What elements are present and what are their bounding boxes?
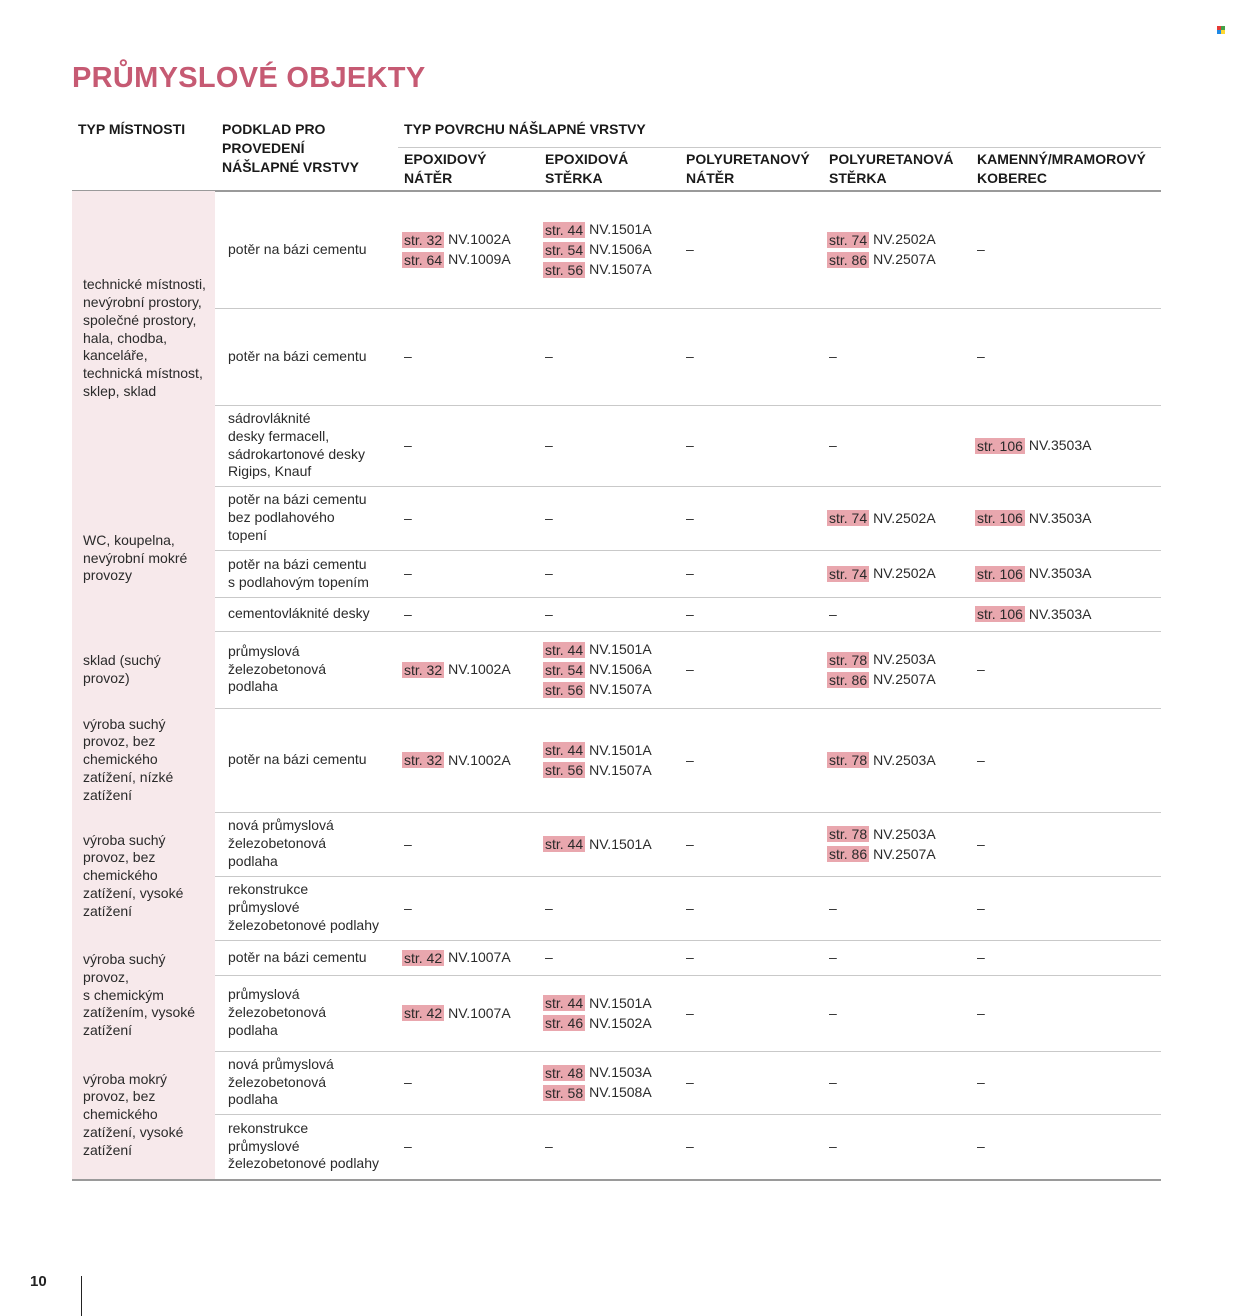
empty-dash: –	[404, 899, 412, 916]
empty-dash: –	[977, 241, 985, 257]
header-room-type: TYP MÍSTNOSTI	[78, 121, 186, 137]
cell-epoxy-screed	[543, 191, 681, 308]
product-reference	[402, 661, 540, 678]
cell-epoxy-coating	[402, 1114, 540, 1179]
cell-polyurethane-coating	[684, 1051, 824, 1114]
room-type-cell: sklad (suchý provoz)	[72, 631, 215, 708]
cell-epoxy-coating	[402, 708, 540, 812]
page-reference-tag: str. 42	[404, 1005, 443, 1021]
empty-dash: –	[829, 348, 837, 364]
product-code: NV.3503A	[1028, 509, 1092, 526]
product-code: NV.1507A	[589, 681, 652, 697]
page-reference-tag: str. 74	[829, 510, 868, 526]
cell-polyurethane-coating	[684, 975, 824, 1051]
cell-polyurethane-coating	[684, 1114, 824, 1179]
cell-polyurethane-screed	[827, 940, 973, 975]
cell-polyurethane-screed	[827, 876, 973, 940]
empty-dash: –	[686, 899, 694, 916]
page-reference-tag: str. 58	[545, 1084, 584, 1101]
product-code: NV.2503A	[873, 825, 936, 842]
product-code: NV.1002A	[448, 231, 511, 247]
cell-polyurethane-screed	[827, 975, 973, 1051]
cell-polyurethane-screed	[827, 812, 973, 876]
cell-stone-carpet	[975, 550, 1159, 597]
page-reference-tag: str. 32	[404, 752, 443, 768]
product-code: NV.3503A	[1028, 437, 1092, 453]
page-reference-tag: str. 86	[829, 671, 868, 688]
product-code: NV.2502A	[873, 565, 936, 581]
cell-epoxy-coating	[402, 940, 540, 975]
product-reference	[543, 661, 681, 678]
page-reference-tag: str. 54	[545, 661, 584, 678]
cell-epoxy-coating	[402, 597, 540, 631]
cell-polyurethane-screed	[827, 1114, 973, 1179]
cell-epoxy-coating	[402, 405, 540, 486]
page-reference-tag: str. 78	[829, 651, 868, 668]
product-code: NV.1508A	[589, 1084, 652, 1100]
cell-stone-carpet	[975, 940, 1159, 975]
empty-dash: –	[686, 509, 694, 526]
empty-dash: –	[829, 1138, 837, 1154]
cell-epoxy-coating	[402, 550, 540, 597]
cell-epoxy-screed	[543, 876, 681, 940]
product-reference	[827, 651, 973, 668]
page-reference-tag: str. 106	[977, 510, 1023, 526]
product-code: NV.1506A	[589, 661, 652, 677]
product-code: NV.2503A	[873, 751, 936, 768]
header-stone-carpet: KAMENNÝ/MRAMOROVÝ KOBEREC	[977, 151, 1146, 186]
product-reference	[975, 606, 1159, 623]
cell-polyurethane-coating	[684, 405, 824, 486]
cell-epoxy-screed	[543, 1114, 681, 1179]
product-code: NV.1501A	[589, 641, 652, 657]
product-reference	[975, 510, 1159, 527]
empty-dash: –	[686, 565, 694, 581]
page-reference-tag: str. 106	[977, 565, 1023, 582]
substrate-cell: potěr na bázi cementu	[228, 240, 367, 257]
cell-epoxy-coating	[402, 631, 540, 708]
page-reference-tag: str. 56	[545, 762, 584, 778]
substrate-cell: průmyslová železobetonová podlaha	[228, 642, 327, 695]
product-code: NV.1501A	[589, 221, 652, 237]
empty-dash: –	[545, 1138, 553, 1154]
substrate-cell: rekonstrukce průmyslové železobetonové podlahy	[228, 1119, 380, 1172]
corner-logo-mark	[1217, 26, 1225, 34]
cell-epoxy-coating	[402, 486, 540, 550]
cell-polyurethane-screed	[827, 308, 973, 405]
product-reference	[975, 565, 1159, 582]
page-reference-tag: str. 48	[545, 1064, 584, 1081]
cell-epoxy-coating	[402, 1051, 540, 1114]
product-reference	[402, 949, 540, 966]
product-code: NV.1002A	[448, 661, 511, 677]
empty-dash: –	[545, 348, 553, 364]
cell-polyurethane-screed	[827, 486, 973, 550]
cell-epoxy-coating	[402, 308, 540, 405]
product-reference	[543, 1084, 681, 1101]
page-number-divider	[81, 1276, 82, 1316]
product-reference	[543, 641, 681, 658]
cell-polyurethane-coating	[684, 631, 824, 708]
cell-stone-carpet	[975, 876, 1159, 940]
product-reference	[543, 241, 681, 258]
product-reference	[827, 752, 973, 769]
empty-dash: –	[686, 437, 694, 453]
cell-polyurethane-screed	[827, 631, 973, 708]
product-code: NV.1002A	[448, 751, 511, 768]
product-reference	[543, 681, 681, 698]
page-reference-tag: str. 44	[545, 221, 584, 238]
product-code: NV.3503A	[1028, 565, 1092, 581]
cell-stone-carpet	[975, 812, 1159, 876]
header-polyurethane-coating: POLYURETANOVÝ NÁTĚR	[686, 151, 810, 186]
cell-polyurethane-screed	[827, 191, 973, 308]
product-reference	[543, 836, 681, 853]
substrate-cell: rekonstrukce průmyslové železobetonové podlahy	[228, 881, 380, 933]
empty-dash: –	[829, 437, 837, 453]
page-number: 10	[30, 1273, 47, 1290]
empty-dash: –	[686, 1004, 694, 1021]
product-code: NV.1507A	[589, 261, 652, 277]
header-surface-type: TYP POVRCHU NÁŠLAPNÉ VRSTVY	[404, 121, 646, 137]
empty-dash: –	[545, 509, 553, 526]
empty-dash: –	[686, 348, 694, 364]
substrate-cell: potěr na bázi cementu	[228, 347, 367, 364]
page-reference-tag: str. 106	[977, 606, 1023, 622]
empty-dash: –	[404, 437, 412, 453]
cell-epoxy-screed	[543, 812, 681, 876]
empty-dash: –	[404, 605, 412, 622]
product-reference	[543, 261, 681, 278]
cell-stone-carpet	[975, 708, 1159, 812]
page-reference-tag: str. 44	[545, 742, 584, 758]
empty-dash: –	[686, 835, 694, 852]
cell-stone-carpet	[975, 486, 1159, 550]
page-reference-tag: str. 44	[545, 836, 584, 852]
product-reference	[543, 742, 681, 759]
substrate-cell: nová průmyslová železobetonová podlaha	[228, 1055, 334, 1108]
cell-epoxy-screed	[543, 550, 681, 597]
empty-dash: –	[404, 509, 412, 526]
empty-dash: –	[404, 565, 412, 581]
empty-dash: –	[829, 949, 837, 965]
empty-dash: –	[545, 605, 553, 622]
empty-dash: –	[977, 949, 985, 965]
page-title: PRŮMYSLOVÉ OBJEKTY	[72, 62, 426, 94]
product-reference	[827, 251, 973, 268]
empty-dash: –	[404, 348, 412, 364]
page-reference-tag: str. 46	[545, 1015, 584, 1031]
product-code: NV.2502A	[873, 231, 936, 247]
empty-dash: –	[686, 949, 694, 965]
product-code: NV.2503A	[873, 651, 936, 667]
empty-dash: –	[977, 1004, 985, 1021]
empty-dash: –	[404, 835, 412, 852]
cell-epoxy-screed	[543, 940, 681, 975]
product-reference	[827, 826, 973, 843]
product-reference	[827, 565, 973, 582]
cell-epoxy-screed	[543, 405, 681, 486]
room-type-cell: výroba suchý provoz, s chemickým zatížením, vysoké zatížení	[72, 940, 215, 1051]
cell-polyurethane-coating	[684, 597, 824, 631]
row-divider	[72, 1179, 1161, 1181]
cell-stone-carpet	[975, 1051, 1159, 1114]
empty-dash: –	[545, 437, 553, 453]
header-epoxy-coating: EPOXIDOVÝ NÁTĚR	[404, 151, 487, 186]
cell-epoxy-screed	[543, 1051, 681, 1114]
page-reference-tag: str. 78	[829, 752, 868, 768]
product-reference	[543, 995, 681, 1012]
page-reference-tag: str. 74	[829, 565, 868, 582]
product-reference	[543, 1064, 681, 1081]
cell-epoxy-screed	[543, 975, 681, 1051]
substrate-cell: potěr na bázi cementu	[228, 948, 367, 965]
product-reference	[543, 762, 681, 779]
empty-dash: –	[977, 661, 985, 677]
page-reference-tag: str. 64	[404, 251, 443, 268]
empty-dash: –	[686, 241, 694, 257]
page-reference-tag: str. 86	[829, 846, 868, 862]
page-reference-tag: str. 78	[829, 826, 868, 842]
page-reference-tag: str. 74	[829, 231, 868, 248]
room-type-cell: výroba suchý provoz, bez chemického zatížení, vysoké zatížení	[72, 812, 215, 940]
page-reference-tag: str. 32	[404, 661, 443, 678]
cell-polyurethane-screed	[827, 405, 973, 486]
header-epoxy-screed: EPOXIDOVÁ STĚRKA	[545, 151, 629, 186]
product-reference	[402, 231, 540, 248]
empty-dash: –	[829, 899, 837, 916]
room-type-cell: výroba mokrý provoz, bez chemického zatížení, vysoké zatížení	[72, 1051, 215, 1179]
room-type-cell: technické místnosti, nevýrobní prostory, společné prostory, hala, chodba, kanceláře, technická místnost, sklep, sklad	[72, 191, 215, 486]
cell-epoxy-coating	[402, 812, 540, 876]
cell-polyurethane-coating	[684, 550, 824, 597]
cell-polyurethane-coating	[684, 812, 824, 876]
product-code: NV.2507A	[873, 251, 936, 267]
page-reference-tag: str. 86	[829, 251, 868, 268]
empty-dash: –	[404, 1074, 412, 1090]
product-code: NV.3503A	[1028, 605, 1092, 622]
page-reference-tag: str. 56	[545, 681, 584, 698]
product-reference	[827, 231, 973, 248]
empty-dash: –	[977, 899, 985, 916]
empty-dash: –	[829, 1074, 837, 1090]
product-reference	[827, 846, 973, 863]
cell-polyurethane-coating	[684, 308, 824, 405]
product-reference	[402, 251, 540, 268]
substrate-cell: potěr na bázi cementu	[228, 751, 367, 768]
cell-epoxy-coating	[402, 876, 540, 940]
product-code: NV.1503A	[589, 1064, 652, 1080]
empty-dash: –	[545, 899, 553, 916]
empty-dash: –	[977, 1138, 985, 1154]
page-reference-tag: str. 54	[545, 241, 584, 258]
cell-stone-carpet	[975, 597, 1159, 631]
header-polyurethane-screed: POLYURETANOVÁ STĚRKA	[829, 151, 954, 186]
empty-dash: –	[977, 751, 985, 768]
page-reference-tag: str. 44	[545, 995, 584, 1011]
cell-polyurethane-coating	[684, 940, 824, 975]
empty-dash: –	[977, 835, 985, 852]
product-reference	[827, 510, 973, 527]
page-reference-tag: str. 44	[545, 641, 584, 658]
substrate-cell: sádrovláknité desky fermacell, sádrokartonové desky Rigips, Knauf	[228, 409, 365, 480]
empty-dash: –	[686, 1074, 694, 1090]
header-substrate: PODKLAD PRO PROVEDENÍ NÁŠLAPNÉ VRSTVY	[222, 121, 359, 175]
product-reference	[975, 437, 1159, 454]
page-reference-tag: str. 106	[977, 437, 1023, 454]
header-divider-surface	[398, 147, 1161, 148]
cell-polyurethane-coating	[684, 708, 824, 812]
cell-epoxy-screed	[543, 708, 681, 812]
cell-epoxy-screed	[543, 486, 681, 550]
empty-dash: –	[686, 605, 694, 622]
cell-stone-carpet	[975, 191, 1159, 308]
product-code: NV.1501A	[589, 994, 652, 1011]
cell-stone-carpet	[975, 631, 1159, 708]
empty-dash: –	[977, 348, 985, 364]
empty-dash: –	[829, 605, 837, 622]
cell-polyurethane-screed	[827, 550, 973, 597]
cell-epoxy-screed	[543, 308, 681, 405]
cell-epoxy-screed	[543, 597, 681, 631]
empty-dash: –	[829, 1004, 837, 1021]
empty-dash: –	[686, 661, 694, 677]
empty-dash: –	[686, 751, 694, 768]
cell-polyurethane-screed	[827, 597, 973, 631]
product-code: NV.1009A	[448, 251, 511, 267]
product-reference	[543, 221, 681, 238]
cell-stone-carpet	[975, 308, 1159, 405]
substrate-cell: cementovláknité desky	[228, 605, 370, 622]
cell-stone-carpet	[975, 975, 1159, 1051]
product-code: NV.1007A	[448, 949, 511, 965]
empty-dash: –	[686, 1138, 694, 1154]
substrate-cell: nová průmyslová železobetonová podlaha	[228, 817, 334, 869]
cell-polyurethane-screed	[827, 1051, 973, 1114]
product-code: NV.1501A	[589, 741, 652, 758]
room-type-cell: výroba suchý provoz, bez chemického zatížení, nízké zatížení	[72, 708, 215, 812]
page-reference-tag: str. 56	[545, 261, 584, 278]
product-reference	[543, 1015, 681, 1032]
cell-polyurethane-coating	[684, 191, 824, 308]
empty-dash: –	[404, 1138, 412, 1154]
product-code: NV.1506A	[589, 241, 652, 257]
product-code: NV.1507A	[589, 761, 652, 778]
cell-epoxy-coating	[402, 975, 540, 1051]
product-reference	[402, 1005, 540, 1022]
cell-polyurethane-screed	[827, 708, 973, 812]
empty-dash: –	[545, 565, 553, 581]
empty-dash: –	[545, 949, 553, 965]
product-reference	[827, 671, 973, 688]
page-reference-tag: str. 32	[404, 231, 443, 248]
product-code: NV.2507A	[873, 845, 936, 862]
product-reference	[402, 752, 540, 769]
cell-stone-carpet	[975, 405, 1159, 486]
page-reference-tag: str. 42	[404, 949, 443, 966]
empty-dash: –	[977, 1074, 985, 1090]
room-type-cell: WC, koupelna, nevýrobní mokré provozy	[72, 486, 215, 631]
cell-epoxy-screed	[543, 631, 681, 708]
product-code: NV.2507A	[873, 671, 936, 687]
product-code: NV.1501A	[589, 835, 652, 852]
cell-polyurethane-coating	[684, 486, 824, 550]
product-code: NV.1007A	[448, 1004, 511, 1021]
cell-stone-carpet	[975, 1114, 1159, 1179]
product-code: NV.1502A	[589, 1014, 652, 1031]
cell-polyurethane-coating	[684, 876, 824, 940]
cell-epoxy-coating	[402, 191, 540, 308]
substrate-cell: potěr na bázi cementu s podlahovým topením	[228, 555, 369, 590]
substrate-cell: potěr na bázi cementu bez podlahového topení	[228, 491, 367, 543]
product-code: NV.2502A	[873, 509, 936, 526]
substrate-cell: průmyslová železobetonová podlaha	[228, 986, 327, 1038]
